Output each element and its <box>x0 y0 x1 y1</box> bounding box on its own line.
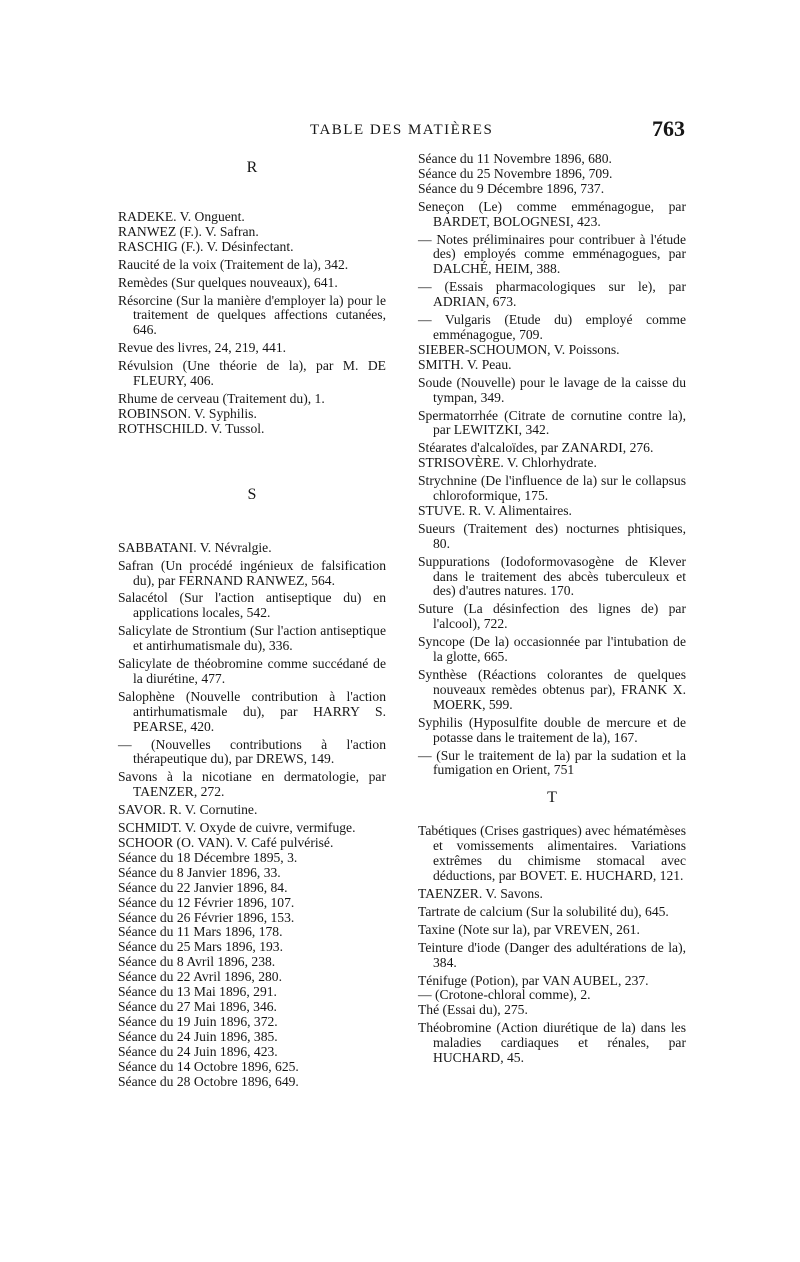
index-entry: Suture (La désinfection des lignes de) par l'alcool), 722. <box>418 601 686 632</box>
index-entry: Raucité de la voix (Traitement de la), 342. <box>118 256 349 272</box>
index-entry: Séance du 11 Mars 1896, 178. <box>118 924 283 940</box>
index-entry: Suppurations (Iodoformovasogène de Klever dans le traitement des abcès tuberculeux et des) d'autres natures. 170. <box>418 553 686 599</box>
index-entry: Séance du 27 Mai 1896, 346. <box>118 998 277 1014</box>
index-entry: — (Nouvelles contributions à l'action thérapeutique du), par DREWS, 149. <box>118 736 386 767</box>
index-entry: RANWEZ (F.). V. Safran. <box>118 223 259 239</box>
index-entry: Safran (Un procédé ingénieux de falsification du), par FERNAND RANWEZ, 564. <box>118 557 386 588</box>
index-entry: Sueurs (Traitement des) nocturnes phtisiques, 80. <box>418 520 686 551</box>
index-entry: Salophène (Nouvelle contribution à l'action antirhumatismale du), par HARRY S. PEARSE, 420. <box>118 688 386 734</box>
index-entry: Séance du 25 Mars 1896, 193. <box>118 939 283 955</box>
index-entry: Séance du 24 Juin 1896, 423. <box>118 1043 278 1059</box>
index-entry: Séance du 26 Février 1896, 153. <box>118 909 295 925</box>
index-entry: Thé (Essai du), 275. <box>418 1002 528 1018</box>
index-entry: Séance du 24 Juin 1896, 385. <box>118 1028 278 1044</box>
index-entry: — Notes préliminaires pour contribuer à l'étude des) employés comme emménagogues, par DALCHÉ, HEIM, 388. <box>418 231 686 277</box>
index-entry: Séance du 22 Avril 1896, 280. <box>118 969 282 985</box>
index-entry: Révulsion (Une théorie de la), par M. DE FLEURY, 406. <box>118 358 386 389</box>
page-number: 763 <box>652 116 685 141</box>
index-entry: SIEBER-SCHOUMON, V. Poissons. <box>418 341 620 357</box>
index-entry: Résorcine (Sur la manière d'employer la) pour le traitement de quelques affections cutanées, 646. <box>118 292 386 338</box>
index-entry: Salacétol (Sur l'action antiseptique du) en applications locales, 542. <box>118 590 386 621</box>
index-entry: Séance du 8 Avril 1896, 238. <box>118 954 276 970</box>
running-title: TABLE DES MATIÈRES <box>310 122 494 138</box>
index-entry: Soude (Nouvelle) pour le lavage de la caisse du tympan, 349. <box>418 374 686 405</box>
index-entry: Séance du 12 Février 1896, 107. <box>118 894 295 910</box>
index-entry: Séance du 14 Octobre 1896, 625. <box>118 1058 299 1074</box>
section-letter-s: S <box>247 485 257 503</box>
index-entry: RADEKE. V. Onguent. <box>118 209 245 224</box>
index-entry: Séance du 22 Janvier 1896, 84. <box>118 879 288 895</box>
index-entry: Revue des livres, 24, 219, 441. <box>118 340 287 356</box>
index-entry: Remèdes (Sur quelques nouveaux), 641. <box>118 274 338 290</box>
section-letter-t: T <box>547 789 557 807</box>
index-entry: Tabétiques (Crises gastriques) avec hématémèses et vomissements alimentaires. Variations extrêmes du chimisme stomacal avec déductions, par BOVET. E. HUCHARD, 121. <box>418 823 686 884</box>
index-entry: Teinture d'iode (Danger des adultérations de la), 384. <box>418 939 686 970</box>
index-entry: ROBINSON. V. Syphilis. <box>118 405 257 421</box>
index-entry: SAVOR. R. V. Cornutine. <box>118 802 258 818</box>
index-entry: Spermatorrhée (Citrate de cornutine contre la), par LEWITZKI, 342. <box>418 407 686 438</box>
index-column-left <box>118 160 386 1089</box>
index-entry: Séance du 18 Décembre 1895, 3. <box>118 849 298 865</box>
index-entry: Séance du 28 Octobre 1896, 649. <box>118 1073 299 1089</box>
index-entry: — Vulgaris (Etude du) employé comme emménagogue, 709. <box>418 312 686 342</box>
index-entry: Salicylate de Strontium (Sur l'action antiseptique et antirhumatismale du), 336. <box>118 623 386 654</box>
index-entry: Savons à la nicotiane en dermatologie, par TAENZER, 272. <box>118 769 386 800</box>
index-entry: Stéarates d'alcaloïdes, par ZANARDI, 276. <box>418 440 654 456</box>
index-entry: SCHMIDT. V. Oxyde de cuivre, vermifuge. <box>118 820 356 836</box>
index-entry: Synthèse (Réactions colorantes de quelques nouveaux remèdes obtenus par), FRANK X. MOERK, 599. <box>418 667 686 712</box>
index-entry: Taxine (Note sur la), par VREVEN, 261. <box>418 921 640 937</box>
index-entry: Seneçon (Le) comme emménagogue, par BARDET, BOLOGNESI, 423. <box>418 198 686 229</box>
index-entry: Séance du 9 Décembre 1896, 737. <box>418 180 605 196</box>
index-column-right <box>418 152 686 1066</box>
index-entry: SCHOOR (O. VAN). V. Café pulvérisé. <box>118 835 334 850</box>
index-entry: Séance du 8 Janvier 1896, 33. <box>118 864 281 880</box>
index-entry: STUVE. R. V. Alimentaires. <box>418 502 572 518</box>
index-entry: Tartrate de calcium (Sur la solubilité du), 645. <box>418 903 669 919</box>
page-header <box>0 116 800 146</box>
index-entry: Séance du 11 Novembre 1896, 680. <box>418 151 612 166</box>
index-entry: Syncope (De la) occasionnée par l'intubation de la glotte, 665. <box>418 634 686 665</box>
section-letter-r: R <box>246 159 258 176</box>
index-entry: Théobromine (Action diurétique de la) dans les maladies cardiaques et rénales, par HUCHARD, 45. <box>418 1020 686 1066</box>
index-entry: Ténifuge (Potion), par VAN AUBEL, 237. <box>418 972 649 988</box>
index-entry: — (Crotone-chloral comme), 2. <box>418 987 591 1003</box>
index-entry: SMITH. V. Peau. <box>418 356 512 372</box>
index-entry: RASCHIG (F.). V. Désinfectant. <box>118 238 294 254</box>
index-entry: SABBATANI. V. Névralgie. <box>118 539 272 555</box>
index-entry: — (Sur le traitement de la) par la sudation et la fumigation en Orient, 751 <box>418 747 686 778</box>
index-entry: Salicylate de théobromine comme succédané de la diurétine, 477. <box>118 656 386 686</box>
index-entry: TAENZER. V. Savons. <box>418 885 543 901</box>
index-entry: — (Essais pharmacologiques sur le), par ADRIAN, 673. <box>418 279 686 310</box>
index-entry: Rhume de cerveau (Traitement du), 1. <box>118 390 325 406</box>
index-entry: Syphilis (Hyposulfite double de mercure et de potasse dans le traitement de la), 167. <box>418 714 686 745</box>
index-entry: Séance du 13 Mai 1896, 291. <box>118 984 277 1000</box>
index-entry: Séance du 25 Novembre 1896, 709. <box>418 165 613 181</box>
index-entry: Strychnine (De l'influence de la) sur le collapsus chloroformique, 175. <box>418 473 686 504</box>
index-entry: STRISOVÈRE. V. Chlorhydrate. <box>418 455 597 471</box>
index-entry: Séance du 19 Juin 1896, 372. <box>118 1013 278 1029</box>
index-entry: ROTHSCHILD. V. Tussol. <box>118 420 265 436</box>
